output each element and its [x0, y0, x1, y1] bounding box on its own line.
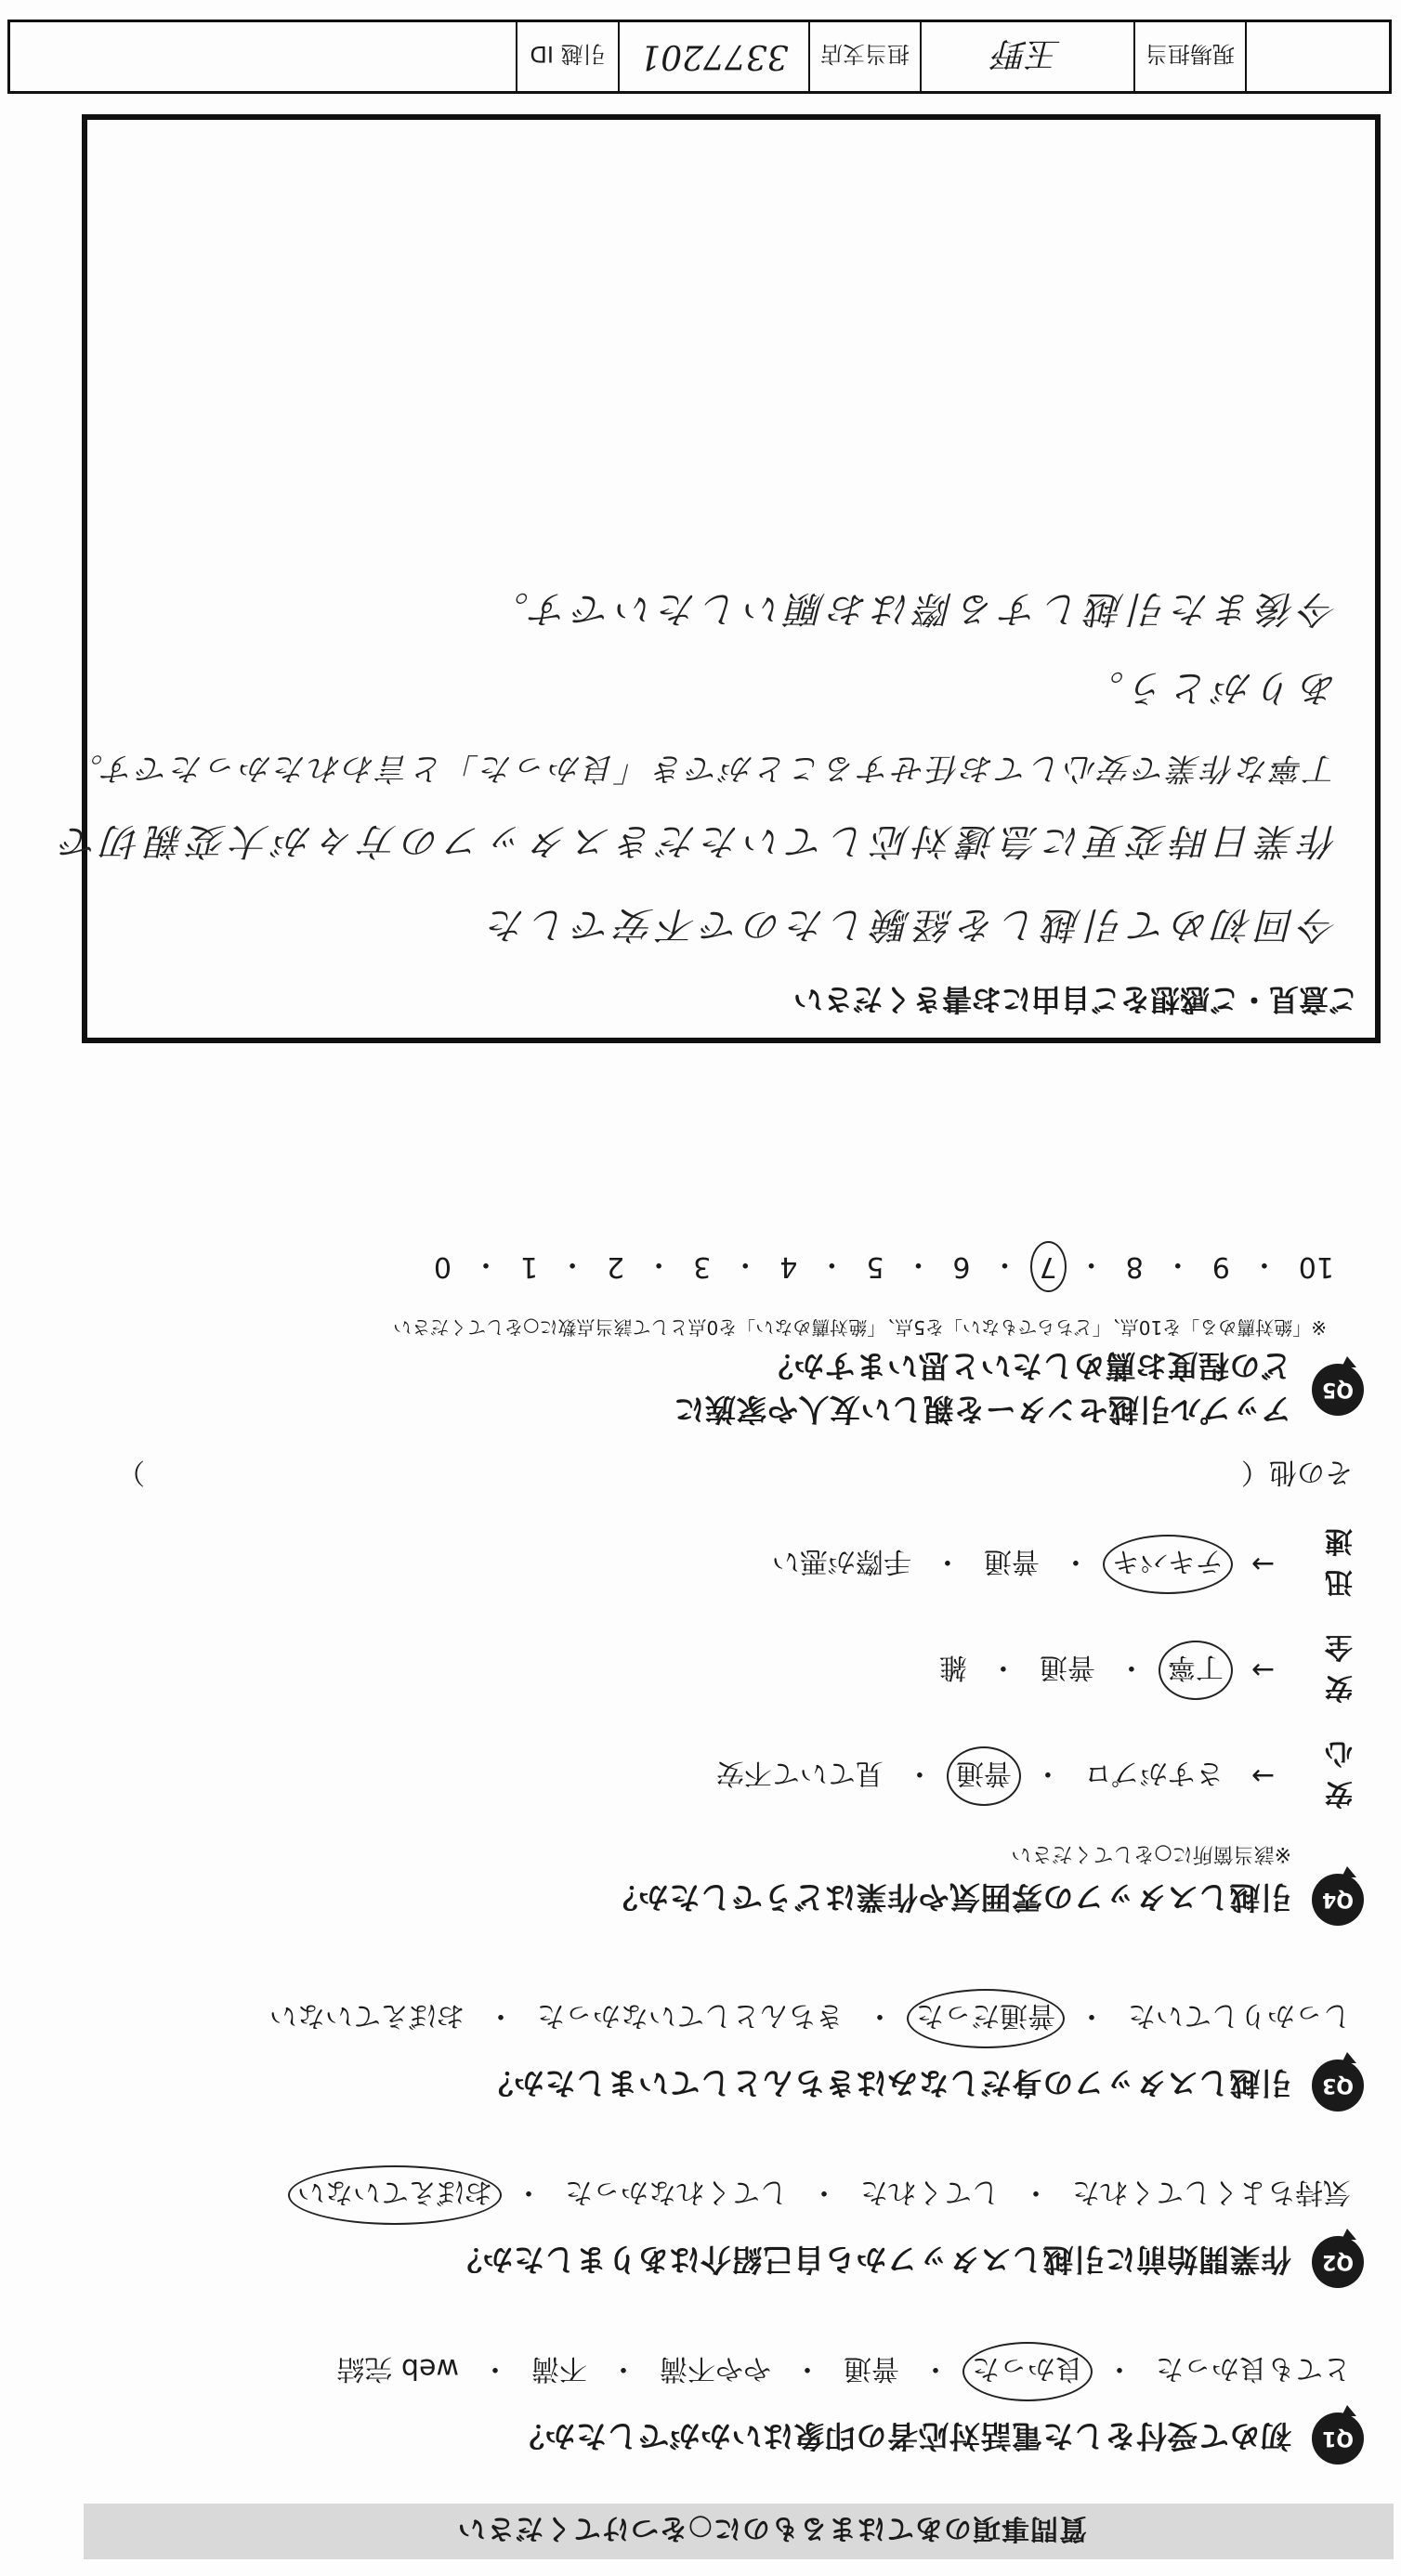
q4-row-label: 迅速	[1325, 1524, 1353, 1598]
footer-table	[7, 20, 1392, 94]
q4-row-label: 安全	[1325, 1630, 1353, 1704]
q4-option-selected[interactable]: テキパキ	[1110, 1544, 1225, 1585]
q1-badge: Q1	[1312, 2413, 1364, 2465]
q5-title-line1: アップル引越センターを親しい友人や家族に	[673, 1392, 1291, 1428]
footer-id-value: 3377201	[618, 22, 808, 91]
footer-branch-label: 担当支店	[808, 22, 920, 91]
q1-option[interactable]: 普通	[844, 2352, 899, 2385]
q5-score[interactable]: 6	[952, 1250, 971, 1284]
handwritten-line: 作業日時変更に急遽対応していただきスタッフの方々が大変親切で	[56, 819, 1338, 862]
q3-option[interactable]: おぼえていない	[269, 1999, 465, 2032]
q2-option-selected[interactable]: おぼえていない	[295, 2175, 494, 2216]
q2-option[interactable]: してくれなかった	[565, 2176, 788, 2208]
question-2	[63, 2175, 1364, 2288]
q5-title-line2: どの程度お薦めしたいと思いますか？	[762, 1348, 1291, 1384]
q4-other-close: ）	[117, 1456, 145, 1488]
q1-option[interactable]: やや不満	[660, 2352, 771, 2385]
q5-score-selected[interactable]: 7	[1039, 1250, 1057, 1284]
q4-row-jinsoku: 迅速 → テキパキ ・ 普通 ・ 手際が悪い	[63, 1523, 1353, 1605]
q3-title: 引越しスタッフの身だしなみはきちんとしていましたか？	[482, 2065, 1291, 2102]
q4-option[interactable]: さすがプロ	[1083, 1757, 1224, 1789]
q3-options: しっかりしていた ・ 普通だった ・ きちんとしていなかった ・ おぼえていない	[63, 1998, 1353, 2039]
arrow-icon: →	[1250, 1759, 1275, 1793]
q5-score[interactable]: 4	[779, 1250, 798, 1284]
question-1	[63, 2351, 1364, 2465]
q2-options: 気持ちよくしてくれた ・ してくれた ・ してくれなかった ・ おぼえていない	[63, 2175, 1353, 2216]
q4-option[interactable]: 普通	[1039, 1651, 1095, 1683]
q5-score[interactable]: 3	[693, 1250, 712, 1284]
handwritten-line: 今回初めて引越しを経験したので不安でした	[483, 903, 1338, 946]
q5-scale: 10 ・ 9 ・ 8 ・ 7 ・ 6 ・ 5 ・ 4 ・ 3 ・ 2 ・ 1 ・ 0	[433, 1248, 1334, 1284]
q1-options: とても良かった ・ 良かった ・ 普通 ・ やや不満 ・ 不満 ・ web 完結	[63, 2351, 1353, 2392]
handwritten-line: 今後また引越しする際はお願いしたいです。	[486, 587, 1338, 630]
comment-box[interactable]	[56, 114, 1381, 1043]
q1-option[interactable]: web 完結	[336, 2352, 459, 2385]
q3-badge: Q3	[1312, 2059, 1364, 2112]
question-5	[63, 1247, 1364, 1433]
q3-option[interactable]: きちんとしていなかった	[537, 1999, 844, 2032]
q5-score[interactable]: 2	[607, 1250, 625, 1284]
q3-option[interactable]: しっかりしていた	[1128, 1999, 1351, 2032]
q1-title: 初めて受付をした電話対応者の印象はいかがでしたか？	[513, 2418, 1291, 2455]
q5-note: ※「絶対薦める」を10点、「どちらでもない」を5点、「絶対薦めない」を0点として該当点数に○をしてください	[393, 1316, 1327, 1339]
question-3	[63, 1998, 1364, 2112]
q5-score[interactable]: 0	[433, 1250, 452, 1284]
q4-option[interactable]: 普通	[983, 1545, 1040, 1577]
handwritten-line: 丁寧な作業で安心してお任せすることができ「良かった」と言われたかったです。	[68, 750, 1338, 787]
q2-badge: Q2	[1312, 2236, 1364, 2288]
q5-score[interactable]: 8	[1125, 1250, 1144, 1284]
q1-option[interactable]: 不満	[531, 2352, 587, 2385]
q5-score[interactable]: 5	[866, 1250, 884, 1284]
question-4	[63, 1455, 1364, 1926]
q5-badge: Q5	[1312, 1364, 1364, 1416]
q5-score[interactable]: 1	[519, 1250, 539, 1284]
arrow-icon: →	[1250, 1548, 1275, 1581]
comment-title: ご意見・ご感想をご自由にお書きください	[792, 982, 1358, 1017]
arrow-icon: →	[1250, 1654, 1275, 1687]
q4-option-selected[interactable]: 普通	[954, 1756, 1014, 1797]
q1-option[interactable]: とても良かった	[1156, 2352, 1351, 2385]
q5-score[interactable]: 9	[1211, 1250, 1230, 1284]
q5-score[interactable]: 10	[1298, 1250, 1334, 1284]
q2-title: 作業開始前に引越しスタッフから自己紹介はありましたか？	[451, 2242, 1291, 2279]
q2-option[interactable]: 気持ちよくしてくれた	[1072, 2176, 1351, 2208]
q4-other-field[interactable]	[117, 1455, 1353, 1496]
footer-branch-value: 玉野	[920, 22, 1133, 91]
q4-option[interactable]: 手際が悪い	[771, 1545, 911, 1577]
footer-manager-value	[1245, 22, 1389, 91]
q3-option-selected[interactable]: 普通だった	[914, 1998, 1057, 2039]
handwritten-line: ありがとう。	[1081, 666, 1338, 709]
q4-badge: Q4	[1312, 1874, 1364, 1926]
q2-option[interactable]: してくれた	[860, 2176, 1000, 2208]
q4-row-anzen: 安全 → 丁寧 ・ 普通 ・ 雑	[63, 1629, 1353, 1711]
q1-option-selected[interactable]: 良かった	[970, 2351, 1085, 2392]
q4-row-label: 安心	[1325, 1736, 1353, 1810]
footer-blank	[10, 22, 516, 91]
instruction-banner: 質問事項のあてはまるものに○をつけてください	[84, 2504, 1394, 2559]
footer-manager-label: 現場担当	[1133, 22, 1245, 91]
q4-note: ※該当箇所に○をしてください	[1011, 1842, 1291, 1865]
q4-title: 引越しスタッフの雰囲気や作業はどうでしたか？	[607, 1879, 1291, 1916]
q4-option-selected[interactable]: 丁寧	[1166, 1650, 1225, 1691]
q4-other-label: その他（	[1241, 1456, 1353, 1488]
q4-row-anshin: 安心 → さすがプロ ・ 普通 ・ 見ていて不安	[63, 1735, 1353, 1817]
q4-option[interactable]: 見ていて不安	[715, 1757, 884, 1789]
footer-id-label: 引越 ID	[516, 22, 618, 91]
q4-option[interactable]: 雑	[938, 1651, 967, 1683]
